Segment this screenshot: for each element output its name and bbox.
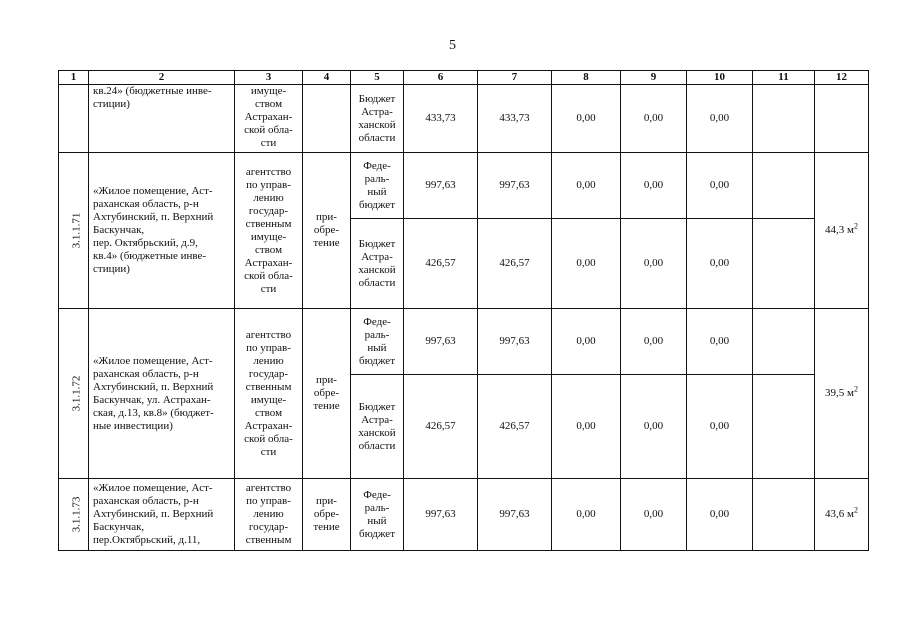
- value-c7: 997,63: [478, 153, 552, 219]
- value-c8: 0,00: [552, 153, 621, 219]
- value-c11: [753, 153, 815, 219]
- item-number: 3.1.1.71: [70, 212, 83, 249]
- item-number-cell: [59, 85, 89, 153]
- value-c8: 0,00: [552, 85, 621, 153]
- column-header: 8: [552, 71, 621, 85]
- value-c7: 997,63: [478, 479, 552, 551]
- value-c7: 997,63: [478, 309, 552, 375]
- value-c9: 0,00: [621, 85, 687, 153]
- column-header: 5: [351, 71, 404, 85]
- value-c6: 997,63: [404, 479, 478, 551]
- item-number: 3.1.1.73: [70, 496, 83, 533]
- value-c6: 433,73: [404, 85, 478, 153]
- value-c6: 426,57: [404, 219, 478, 309]
- value-c8: 0,00: [552, 219, 621, 309]
- column-header: 2: [89, 71, 235, 85]
- item-number-cell: [59, 153, 89, 309]
- value-c11: [753, 479, 815, 551]
- table-row: [59, 309, 869, 375]
- value-c9: 0,00: [621, 479, 687, 551]
- value-c11: [753, 219, 815, 309]
- value-c11: [753, 375, 815, 479]
- responsible-agency: агентство по управ- лению государ- ственным: [235, 479, 303, 551]
- value-c8: 0,00: [552, 309, 621, 375]
- value-c6: 997,63: [404, 309, 478, 375]
- responsible-agency: агентство по управ- лению государ- ственным имуще- ством Астрахан- ской обла- сти: [235, 153, 303, 309]
- funding-source: Бюджет Астра- ханской области: [351, 219, 404, 309]
- area-cell: [815, 479, 869, 551]
- value-c7: 426,57: [478, 375, 552, 479]
- value-c9: 0,00: [621, 219, 687, 309]
- object-name: «Жилое помещение, Аст- раханская область, р-н Ахтубинский, п. Верхний Баскунчак, пер.Октябрьский, д.11,: [89, 479, 235, 551]
- funding-source: Феде- раль- ный бюджет: [351, 309, 404, 375]
- funding-source: Феде- раль- ный бюджет: [351, 479, 404, 551]
- value-c9: 0,00: [621, 153, 687, 219]
- item-number-cell: [59, 479, 89, 551]
- column-header: 6: [404, 71, 478, 85]
- acquisition-method: при- обре- тение: [303, 309, 351, 479]
- value-c7: 433,73: [478, 85, 552, 153]
- funding-source: Бюджет Астра- ханской области: [351, 85, 404, 153]
- funding-source: Феде- раль- ный бюджет: [351, 153, 404, 219]
- column-header: 10: [687, 71, 753, 85]
- area-cell: [815, 153, 869, 309]
- area-unit-superscript: 2: [853, 384, 858, 394]
- budget-table: [58, 70, 869, 551]
- value-c11: [753, 309, 815, 375]
- column-header-row: [59, 71, 869, 85]
- table-row: [59, 85, 869, 153]
- area-unit-superscript: 2: [853, 505, 858, 515]
- area-value: 43,6 м: [825, 508, 854, 520]
- value-c10: 0,00: [687, 85, 753, 153]
- value-c6: 997,63: [404, 153, 478, 219]
- value-c10: 0,00: [687, 375, 753, 479]
- area-unit-superscript: 2: [853, 221, 858, 231]
- column-header: 12: [815, 71, 869, 85]
- value-c8: 0,00: [552, 479, 621, 551]
- column-header: 11: [753, 71, 815, 85]
- item-number: 3.1.1.72: [70, 375, 83, 412]
- object-name: кв.24» (бюджетные инве- стиции): [89, 85, 235, 153]
- value-c8: 0,00: [552, 375, 621, 479]
- value-c10: 0,00: [687, 219, 753, 309]
- value-c9: 0,00: [621, 375, 687, 479]
- acquisition-method: при- обре- тение: [303, 153, 351, 309]
- responsible-agency: имуще- ством Астрахан- ской обла- сти: [235, 85, 303, 153]
- acquisition-method: [303, 85, 351, 153]
- item-number-cell: [59, 309, 89, 479]
- area-value: 44,3 м: [825, 224, 854, 236]
- area-value: 39,5 м: [825, 387, 854, 399]
- area-cell: [815, 309, 869, 479]
- acquisition-method: при- обре- тение: [303, 479, 351, 551]
- column-header: 4: [303, 71, 351, 85]
- value-c10: 0,00: [687, 479, 753, 551]
- column-header: 1: [59, 71, 89, 85]
- column-header: 3: [235, 71, 303, 85]
- funding-source: Бюджет Астра- ханской области: [351, 375, 404, 479]
- area-cell: [815, 85, 869, 153]
- value-c7: 426,57: [478, 219, 552, 309]
- value-c10: 0,00: [687, 153, 753, 219]
- object-name: «Жилое помещение, Аст- раханская область, р-н Ахтубинский, п. Верхний Баскунчак, пер. Октябрьский, д.9, кв.4» (бюджетные инве- стиции): [89, 153, 235, 309]
- table-row: [59, 479, 869, 551]
- responsible-agency: агентство по управ- лению государ- ственным имуще- ством Астрахан- ской обла- сти: [235, 309, 303, 479]
- value-c6: 426,57: [404, 375, 478, 479]
- value-c10: 0,00: [687, 309, 753, 375]
- table-row: [59, 153, 869, 219]
- value-c9: 0,00: [621, 309, 687, 375]
- value-c11: [753, 85, 815, 153]
- object-name: «Жилое помещение, Аст- раханская область, р-н Ахтубинский, п. Верхний Баскунчак, ул. Астрахан- ская, д.13, кв.8» (бюджет- ные инвестиции): [89, 309, 235, 479]
- column-header: 9: [621, 71, 687, 85]
- column-header: 7: [478, 71, 552, 85]
- page-number: 5: [449, 38, 456, 53]
